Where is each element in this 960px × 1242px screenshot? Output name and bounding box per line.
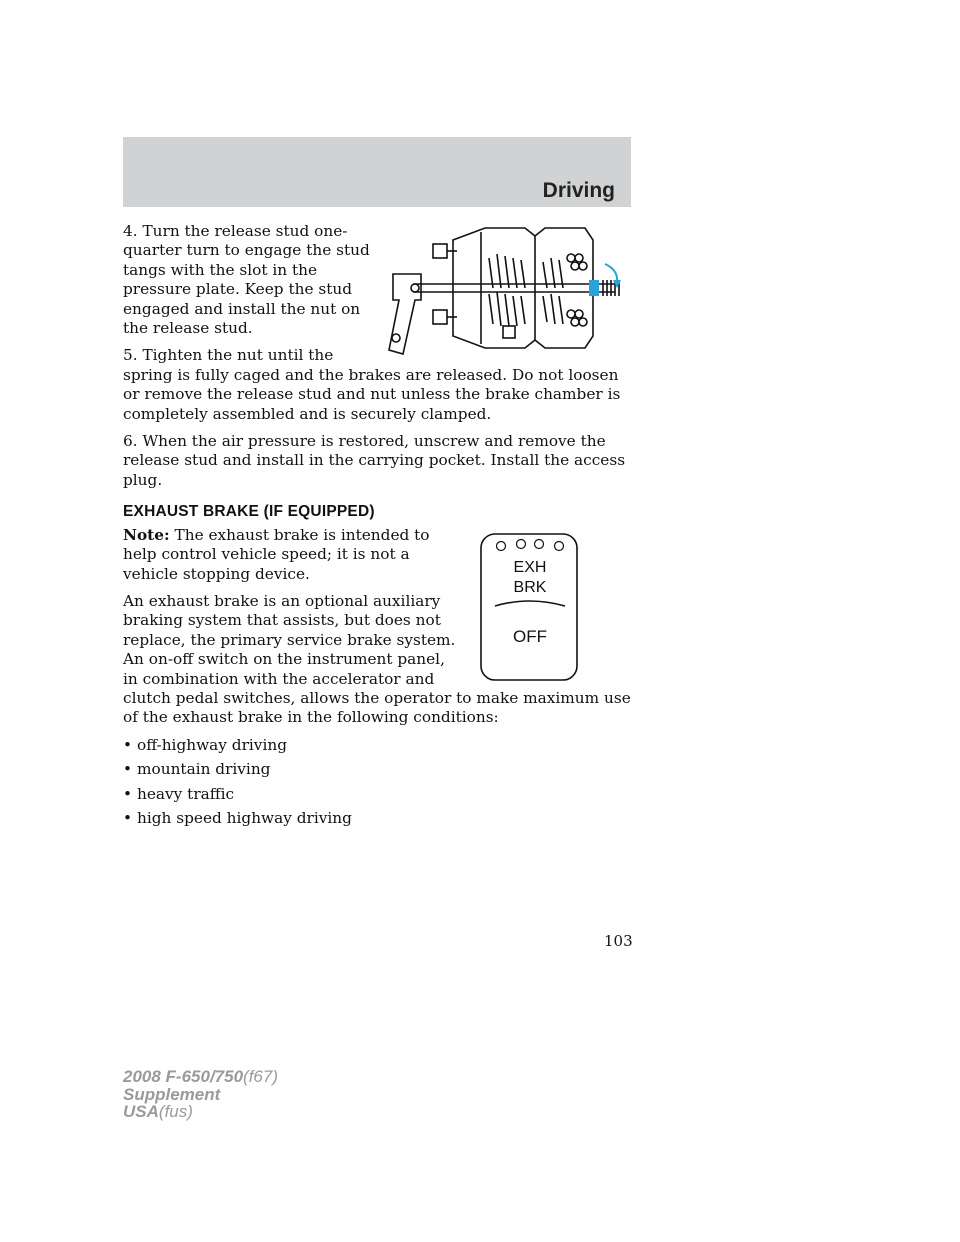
- switch-label-line2: BRK: [513, 578, 547, 596]
- page-number: 103: [604, 932, 633, 950]
- header-band: [123, 137, 631, 207]
- step-4: 4. Turn the release stud one-quarter turn to engage the stud tangs with the slot in the pressure plate. Keep the stud engaged and install the nut on the release stud.: [123, 222, 370, 338]
- brake-chamber-illustration: [385, 218, 637, 360]
- bullet-marker: •: [123, 760, 133, 779]
- switch-label-line1: EXH: [513, 558, 547, 576]
- list-item: [123, 809, 633, 828]
- footer: [123, 1068, 278, 1121]
- list-item: [123, 760, 633, 779]
- bullet-marker: •: [123, 808, 133, 827]
- step-5: 5. Tighten the nut until the spring is fully caged and the brakes are released. Do not loosen or remove the release stud and nut unless the brake chamber is completely assembled and is securely clamped.: [123, 346, 621, 423]
- footer-region-code: (fus): [158, 1102, 193, 1121]
- switch-off-label: OFF: [513, 626, 547, 646]
- section-heading: EXHAUST BRAKE (IF EQUIPPED): [123, 503, 375, 521]
- section-title: Driving: [542, 179, 615, 202]
- body-text: [123, 222, 633, 833]
- footer-model: 2008 F-650/750: [123, 1067, 244, 1086]
- footer-region: USA: [123, 1102, 159, 1121]
- footer-line-3: [123, 1103, 278, 1121]
- list-item-text: high speed highway driving: [137, 808, 352, 827]
- footer-model-code: (f67): [243, 1067, 279, 1086]
- note-label: Note:: [123, 525, 170, 544]
- bullet-marker: •: [123, 735, 133, 754]
- list-item-text: off-highway driving: [137, 735, 287, 754]
- footer-line-1: [123, 1068, 278, 1086]
- list-item: [123, 736, 633, 755]
- list-item-text: heavy traffic: [137, 784, 235, 803]
- conditions-list: [123, 736, 633, 829]
- exhaust-brake-description: An exhaust brake is an optional auxiliary braking system that assists, but does not replace, the primary service brake system. An on-off switch on the instrument panel, in combination with the accelerator and clutch pedal switches, allows the operator to make maximum use of the exhaust brake in the following conditions:: [123, 591, 631, 727]
- exhaust-brake-switch-illustration: [469, 532, 589, 682]
- list-item-text: mountain driving: [137, 760, 271, 779]
- step-6: 6. When the air pressure is restored, unscrew and remove the release stud and install in the carrying pocket. Install the access plug.: [123, 432, 626, 489]
- note-text: The exhaust brake is intended to help control vehicle speed; it is not a vehicle stopping device.: [123, 525, 430, 583]
- list-item: [123, 785, 633, 804]
- bullet-marker: •: [123, 784, 133, 803]
- footer-line-2: Supplement: [123, 1084, 221, 1104]
